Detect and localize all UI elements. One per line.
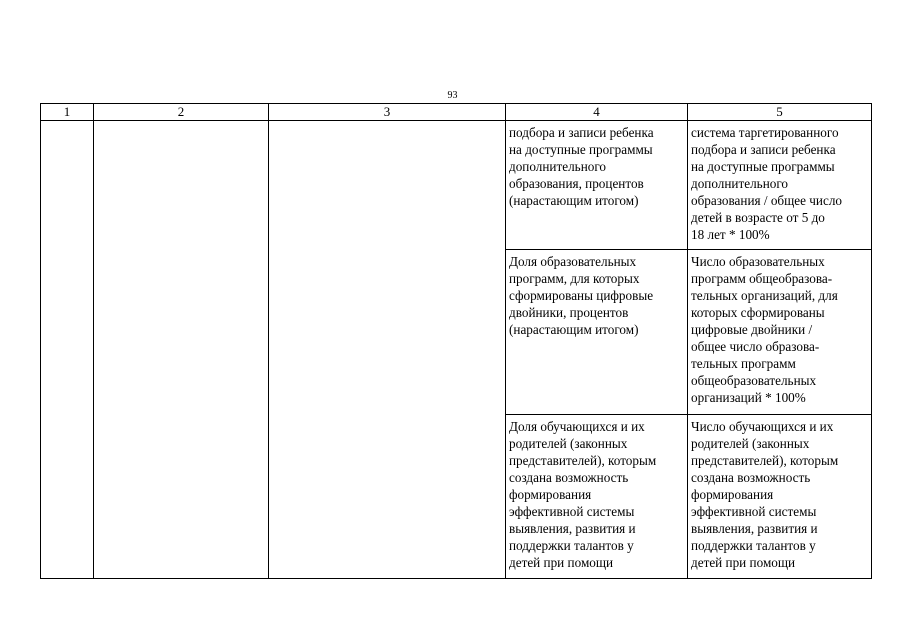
- indicator-name-text: подбора и записи ребенка на доступные программы дополнительного образования, процентов (нарастающим итогом): [509, 125, 654, 208]
- indicator-name-text: Доля обучающихся и их родителей (законных представителей), которым создана возможность формирования эффективной системы выявления, развития и поддержки талантов у детей при помощи: [509, 419, 657, 570]
- calculation-method-cell: [688, 121, 872, 250]
- column-header-5: 5: [688, 104, 872, 121]
- calculation-method-text: Число образовательных программ общеобразова- тельных организаций, для которых сформированы цифровые двойники / общее число образова- тельных программ общеобразовательных организаций * 100%: [691, 254, 838, 405]
- table-cell-col2: [94, 121, 269, 579]
- column-number-row: [41, 104, 872, 121]
- calculation-method-cell: [688, 415, 872, 579]
- column-header-4: 4: [506, 104, 688, 121]
- indicator-name-text: Доля образовательных программ, для которых сформированы цифровые двойники, процентов (нарастающим итогом): [509, 254, 654, 337]
- column-header-2: 2: [94, 104, 269, 121]
- indicator-name-cell: [506, 121, 688, 250]
- indicator-name-cell: [506, 250, 688, 415]
- table-cell-col3: [269, 121, 506, 579]
- calculation-method-text: Число обучающихся и их родителей (законных представителей), которым создана возможность формирования эффективной системы выявления, развития и поддержки талантов у детей при помощи: [691, 419, 839, 570]
- column-header-1: 1: [41, 104, 94, 121]
- calculation-method-cell: [688, 250, 872, 415]
- table-row: [41, 121, 872, 250]
- calculation-method-text: система таргетированного подбора и записи ребенка на доступные программы дополнительного образования / общее число детей в возрасте от 5 до 18 лет * 100%: [691, 125, 842, 242]
- column-header-3: 3: [269, 104, 506, 121]
- indicator-name-cell: [506, 415, 688, 579]
- page-number: 93: [447, 90, 458, 101]
- table-cell-col1: [41, 121, 94, 579]
- indicator-table: [40, 103, 872, 579]
